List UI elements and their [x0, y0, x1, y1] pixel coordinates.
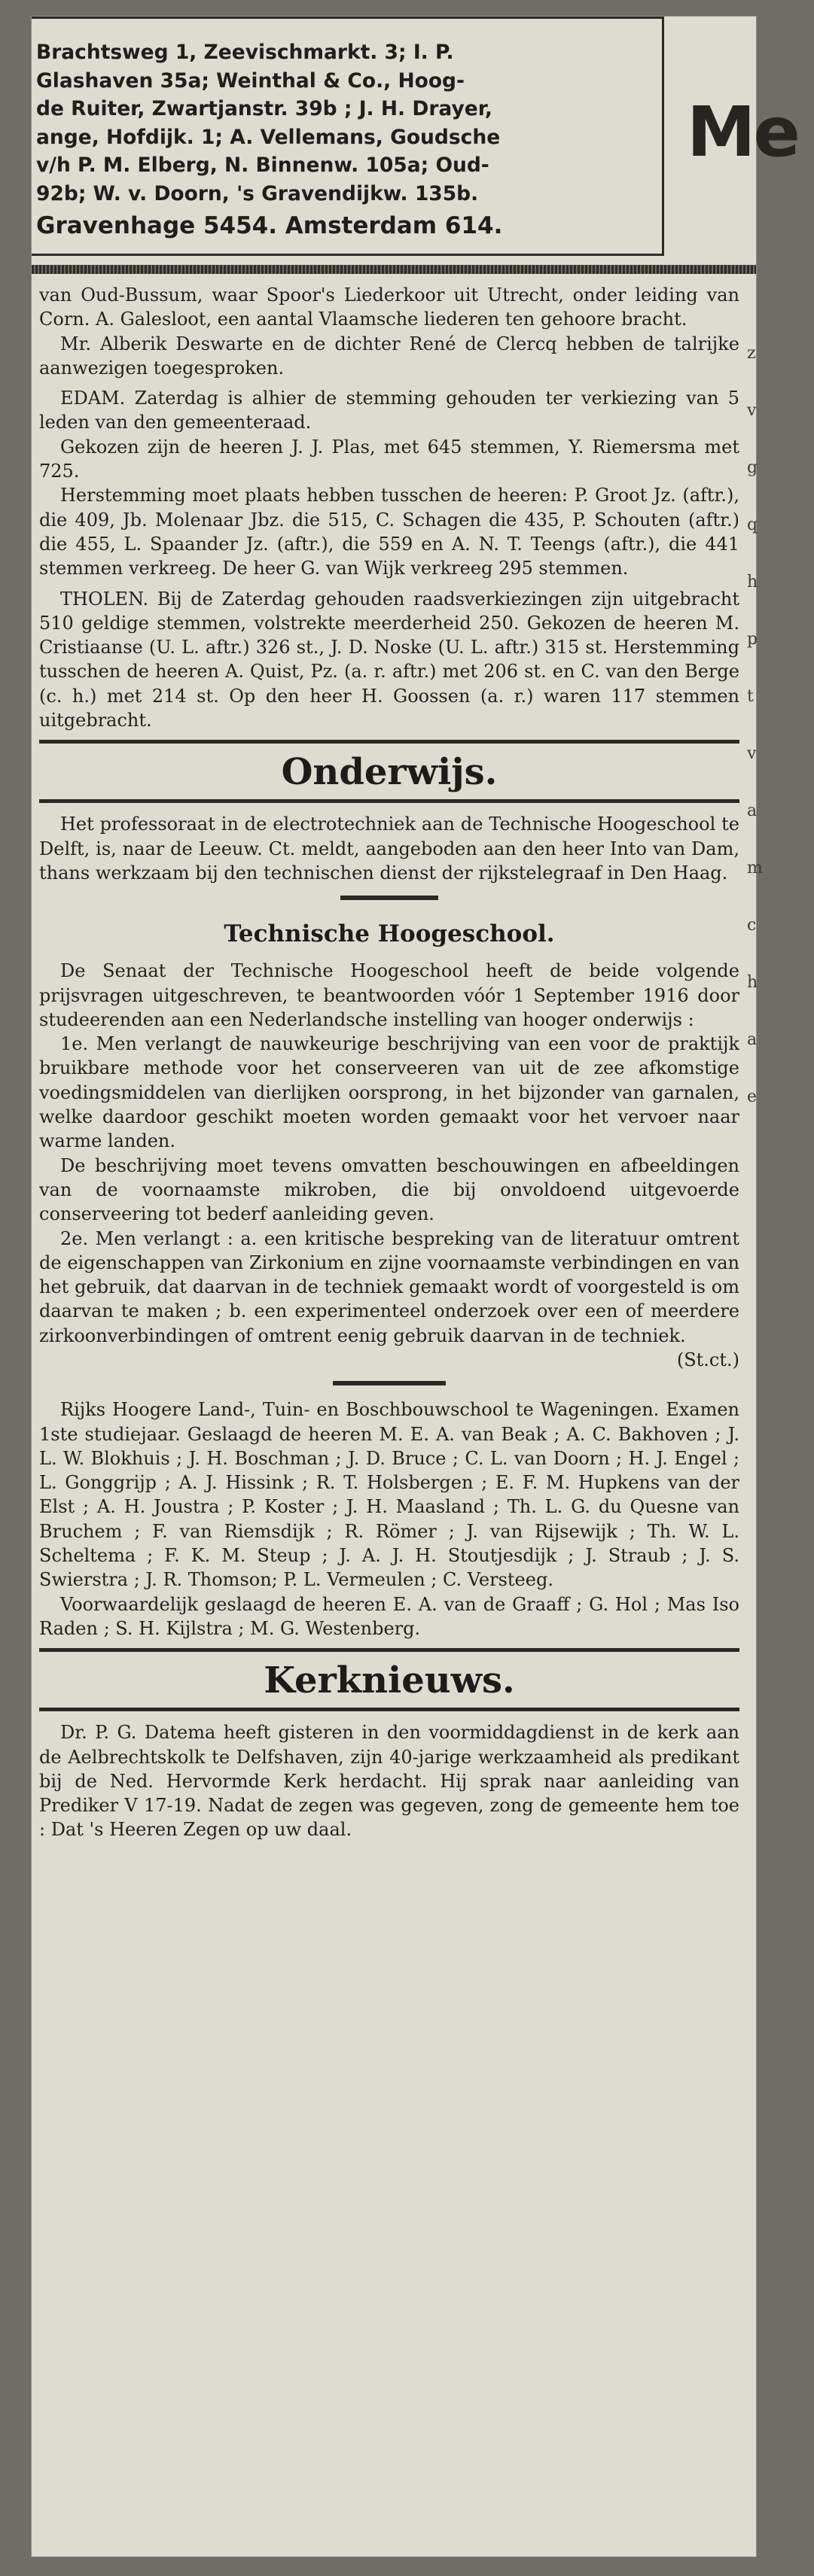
ad-line: Brachtsweg 1, Zeevischmarkt. 3; I. P. [36, 41, 454, 64]
section-heading-onderwijs: Onderwijs. [281, 751, 498, 794]
edam-paragraph: Herstemming moet plaats hebben tusschen de heeren: P. Groot Jz. (aftr.), die 409, Jb. Molenaar Jbz. die 515, C. Schagen die 435, P. Schouten (aftr.) die 455, L. Spaander Jz. (aftr.), die 559 en A. N. T. Teengs (aftr.), die 441 stemmen verkreeg. De heer G. van Wijk verkreeg 295 stemmen. [39, 485, 739, 579]
advertisement-box [32, 17, 664, 256]
th-paragraph: 1e. Men verlangt de nauwkeurige beschrijving van een voor de praktijk bruikbare methode voor het conserveeren van uit de zee afkomstige voedingsmiddelen van dierlijken oorsprong, in het bijzonder van garnalen, welke daardoor geschikt moeten worden gemaakt voor het vervoer naar warme landen. [39, 1033, 739, 1152]
section-heading-kerknieuws: Kerknieuws. [264, 1659, 515, 1702]
section-rule [39, 1648, 739, 1652]
wageningen-paragraph: Rijks Hoogere Land-, Tuin- en Boschbouwschool te Wageningen. Examen 1ste studiejaar. Geslaagd de heeren M. E. A. van Beak ; A. C. Bakhoven ; J. L. W. Blokhuis ; J. H. Boschman ; J. D. Bruce ; C. L. van Doorn ; H. J. Engel ; L. Gonggrijp ; A. J. Hissink ; R. T. Holsbergen ; E. F. M. Hupkens van der Elst ; A. H. Joustra ; P. Koster ; J. H. Maasland ; Th. L. G. du Quesne van Bruchem ; F. van Riemsdijk ; R. Römer ; J. van Rijsewijk ; Th. W. L. Scheltema ; F. K. M. Steup ; J. A. J. H. Stoutjesdijk ; J. Straub ; J. S. Swierstra ; J. R. Thomson; P. L. Vermeulen ; C. Versteeg. [39, 1399, 739, 1591]
th-paragraph: De Senaat der Technische Hoogeschool heeft de beide volgende prijsvragen uitgeschreven, te beantwoorden vóór 1 September 1916 door studeerenden aan een Nederlandsche instelling van hooger onderwijs : [39, 960, 739, 1030]
adjacent-ad-fragment: Me [687, 92, 798, 172]
column-top-rule [32, 265, 756, 274]
wageningen-paragraph: Voorwaardelijk geslaagd de heeren E. A. van de Graaff ; G. Hol ; Mas Iso Raden ; S. H. Kijlstra ; M. G. Westenberg. [39, 1593, 739, 1639]
section-rule [39, 740, 739, 744]
section-rule [39, 1708, 739, 1711]
article-column [39, 283, 739, 1842]
edam-paragraph: EDAM. Zaterdag is alhier de stemming gehouden ter verkiezing van 5 leden van den gemeenteraad. [39, 388, 739, 433]
ad-line: de Ruiter, Zwartjanstr. 39b ; J. H. Drayer, [36, 97, 492, 120]
intro-paragraph: Mr. Alberik Deswarte en de dichter René de Clercq hebben de talrijke aanwezigen toegesproken. [39, 333, 739, 379]
intro-paragraph: van Oud-Bussum, waar Spoor's Liederkoor uit Utrecht, onder leiding van Corn. A. Galesloot, een aantal Vlaamsche liederen ten gehoore bracht. [39, 284, 739, 330]
subheading-technische-hoogeschool: Technische Hoogeschool. [224, 920, 555, 948]
ad-line: ange, Hofdijk. 1; A. Vellemans, Goudsche [36, 125, 501, 149]
ad-line: Glashaven 35a; Weinthal & Co., Hoog- [36, 68, 465, 93]
short-divider [333, 1381, 446, 1385]
ad-phone-numbers: Gravenhage 5454. Amsterdam 614. [36, 212, 503, 239]
kerknieuws-paragraph: Dr. P. G. Datema heeft gisteren in den voormiddagdienst in de kerk aan de Aelbrechtskolk te Delfshaven, zijn 40-jarige werkzaamheid als predikant bij de Ned. Hervormde Kerk herdacht. Hij sprak naar aanleiding van Prediker V 17-19. Nadat de zegen was gegeven, zong de gemeente hem toe : Dat 's Heeren Zegen op uw daal. [39, 1722, 739, 1841]
ad-line: v/h P. M. Elberg, N. Binnenw. 105a; Oud- [36, 154, 489, 177]
th-paragraph: 2e. Men verlangt : a. een kritische bespreking van de literatuur omtrent de eigenschappen van Zirkonium en zijne voornaamste verbindingen en van het gebruik, dat daarvan in de techniek gemaakt wordt of voorgesteld is om daarvan te maken ; b. een experimenteel onderzoek over een of meerdere zirkoonverbindingen of omtrent eenig gebruik daarvan in de techniek. [39, 1227, 739, 1346]
onderwijs-paragraph: Het professoraat in de electrotechniek aan de Technische Hoogeschool te Delft, is, naar de Leeuw. Ct. meldt, aangeboden aan den heer Into van Dam, thans werkzaam bij den technischen dienst der rijkstelegraaf in Den Haag. [39, 814, 739, 884]
section-rule [39, 799, 739, 803]
th-paragraph: De beschrijving moet tevens omvatten beschouwingen en afbeeldingen van de voornaamste mikroben, die bij onvoldoend uitgevoerde conserveering tot bederf aanleiding geven. [39, 1154, 739, 1225]
next-column-fragment: z v g q h p t v a m c h a e [747, 344, 763, 1106]
ad-line: 92b; W. v. Doorn, 's Gravendijkw. 135b. [36, 181, 479, 205]
edam-paragraph: Gekozen zijn de heeren J. J. Plas, met 645 stemmen, Y. Riemersma met 725. [39, 436, 739, 482]
tholen-paragraph: THOLEN. Bij de Zaterdag gehouden raadsverkiezingen zijn uitgebracht 510 geldige stemmen, volstrekte meerderheid 250. Gekozen de heeren M. Cristiaanse (U. L. aftr.) 326 st., J. D. Noske (U. L. aftr.) 315 st. Herstemming tusschen de heeren A. Quist, Pz. (a. r. aftr.) met 206 st. en C. van den Berge (c. h.) met 214 st. Op den heer H. Goossen (a. r.) waren 117 stemmen uitgebracht. [39, 588, 739, 731]
newspaper-clipping [32, 17, 798, 2556]
short-divider [340, 896, 438, 900]
source-credit: (St.ct.) [676, 1349, 739, 1370]
